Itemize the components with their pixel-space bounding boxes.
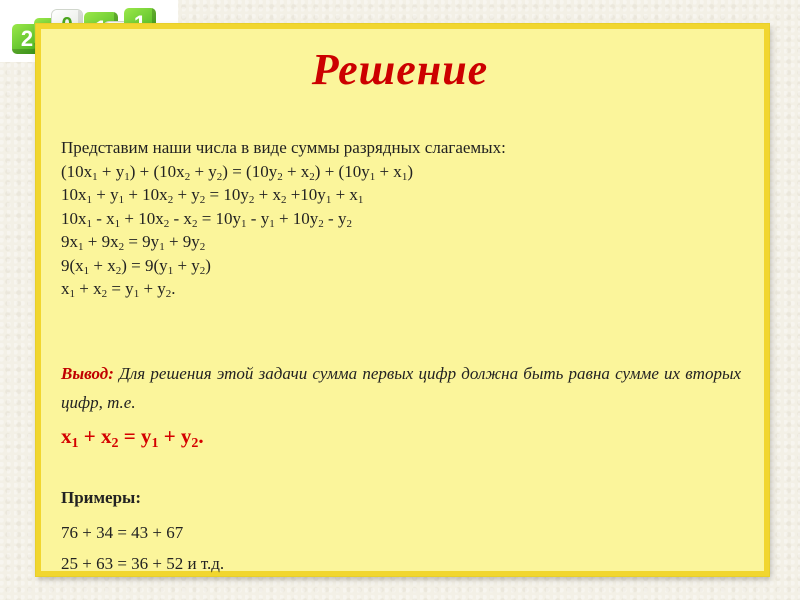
equation-line: $x_1 + x_2 = y_1 + y_2$. [61, 279, 176, 300]
examples-title: Примеры: [61, 488, 141, 507]
equation-line: $9x_1 + 9x_2 = 9y_1 + 9y_2$ [61, 232, 206, 253]
example-line: 76 + 34 = 43 + 67 [61, 523, 184, 542]
conclusion [61, 359, 741, 417]
conclusion-lead: Вывод: [61, 364, 114, 383]
result-formula: $x_1 + x_2 = y_1 + y_2$. [61, 424, 204, 451]
logo-cube: 2 [12, 24, 42, 54]
example-line: 25 + 63 = 36 + 52 и т.д. [61, 554, 225, 573]
equation-line: $10x_1 + y_1 + 10x_2 + y_2 = 10y_2 + x_2 +10y_1 + x_1$ [61, 185, 364, 206]
slide-title: Решение [311, 45, 489, 94]
conclusion-text: Для решения этой задачи сумма первых цифр должна быть равна сумме их вторых цифр, т.е. [61, 364, 741, 412]
equation-line: $10x_1 - x_1 + 10x_2 - x_2 = 10y_1 - y_1 + 10y_2 - y_2$ [61, 208, 352, 230]
equation-line: $9(x_1 + x_2) = 9(y_1 + y_2)$ [61, 255, 211, 277]
equation-line: $(10x_1 + y_1) + (10x_2 + y_2) = (10y_2 + x_2) + (10y_1 + x_1)$ [61, 161, 413, 183]
intro-text: Представим наши числа в виде суммы разрядных слагаемых: [61, 138, 506, 157]
derivation [61, 136, 506, 301]
